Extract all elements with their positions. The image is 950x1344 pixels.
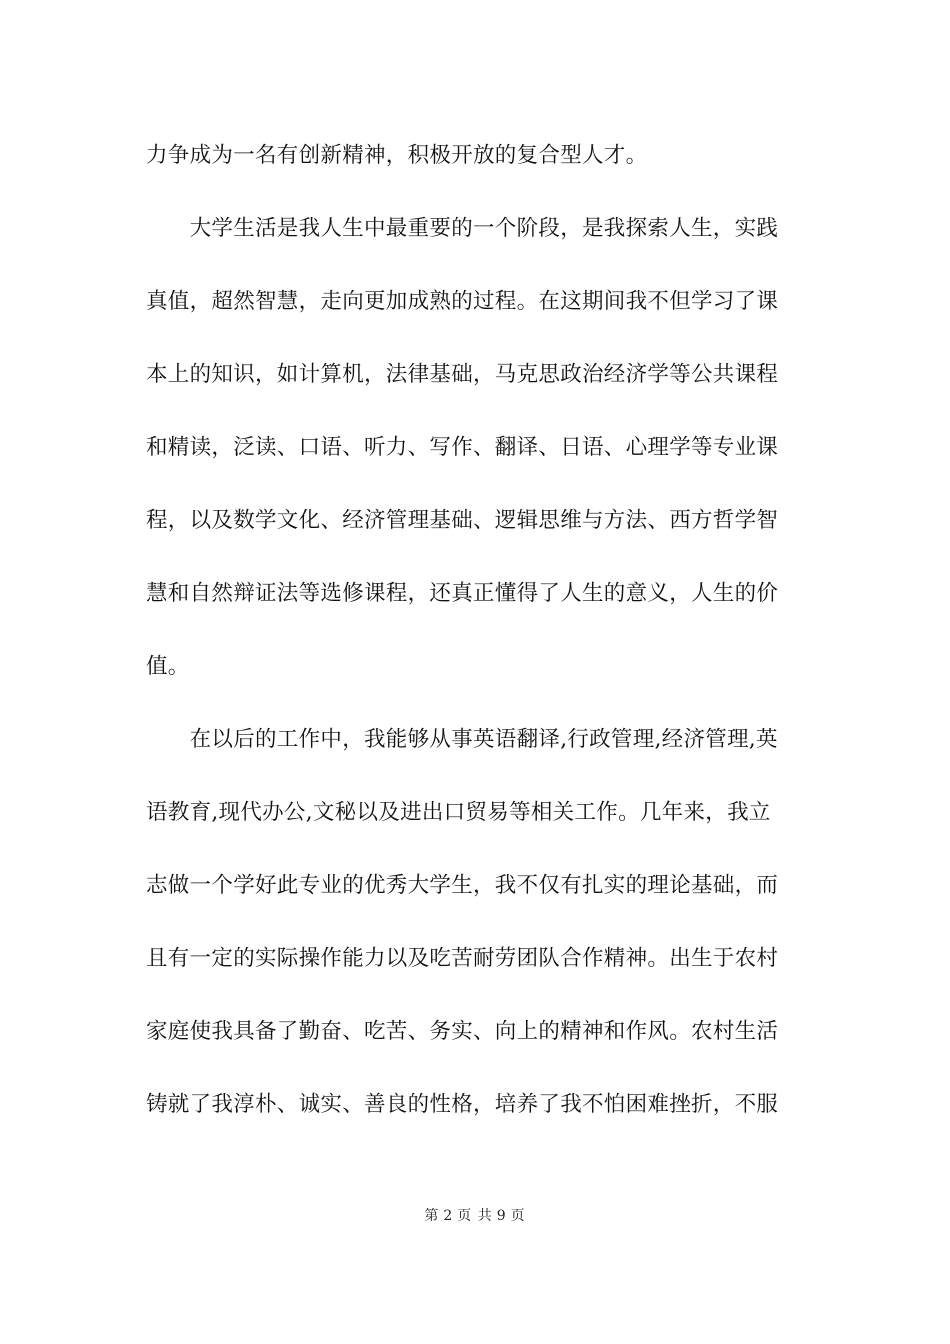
- text-line-10: 语教育,现代办公,文秘以及进出口贸易等相关工作。几年来，我立: [146, 800, 771, 825]
- text-line-7: 慧和自然辩证法等选修课程，还真正懂得了人生的意义，人生的价: [146, 581, 779, 606]
- text-line-1: 力争成为一名有创新精神，积极开放的复合型人才。: [146, 143, 648, 168]
- footer-prefix: 第: [424, 1208, 440, 1224]
- footer-current-page: 2: [443, 1208, 454, 1224]
- text-line-3: 真值，超然智慧，走向更加成熟的过程。在这期间我不但学习了课: [146, 289, 779, 314]
- footer-total-pages: 9: [496, 1208, 507, 1224]
- footer-suffix: 页: [510, 1208, 526, 1224]
- text-line-13: 家庭使我具备了勤奋、吃苦、务实、向上的精神和作风。农村生活: [146, 1019, 779, 1044]
- text-line-11: 志做一个学好此专业的优秀大学生，我不仅有扎实的理论基础，而: [146, 873, 779, 898]
- page-footer: [0, 1207, 950, 1225]
- text-line-5: 和精读，泛读、口语、听力、写作、翻译、日语、心理学等专业课: [146, 435, 779, 460]
- text-line-2: 大学生活是我人生中最重要的一个阶段，是我探索人生，实践: [146, 216, 779, 241]
- text-line-8: 值。: [146, 654, 190, 679]
- text-line-12: 且有一定的实际操作能力以及吃苦耐劳团队合作精神。出生于农村: [146, 946, 779, 971]
- text-line-4: 本上的知识，如计算机，法律基础，马克思政治经济学等公共课程: [146, 362, 779, 387]
- footer-middle: 页 共: [457, 1208, 493, 1224]
- text-line-14: 铸就了我淳朴、诚实、善良的性格，培养了我不怕困难挫折，不服: [146, 1092, 779, 1117]
- text-line-6: 程，以及数学文化、经济管理基础、逻辑思维与方法、西方哲学智: [146, 508, 779, 533]
- text-line-9: 在以后的工作中，我能够从事英语翻译,行政管理,经济管理,英: [146, 727, 778, 752]
